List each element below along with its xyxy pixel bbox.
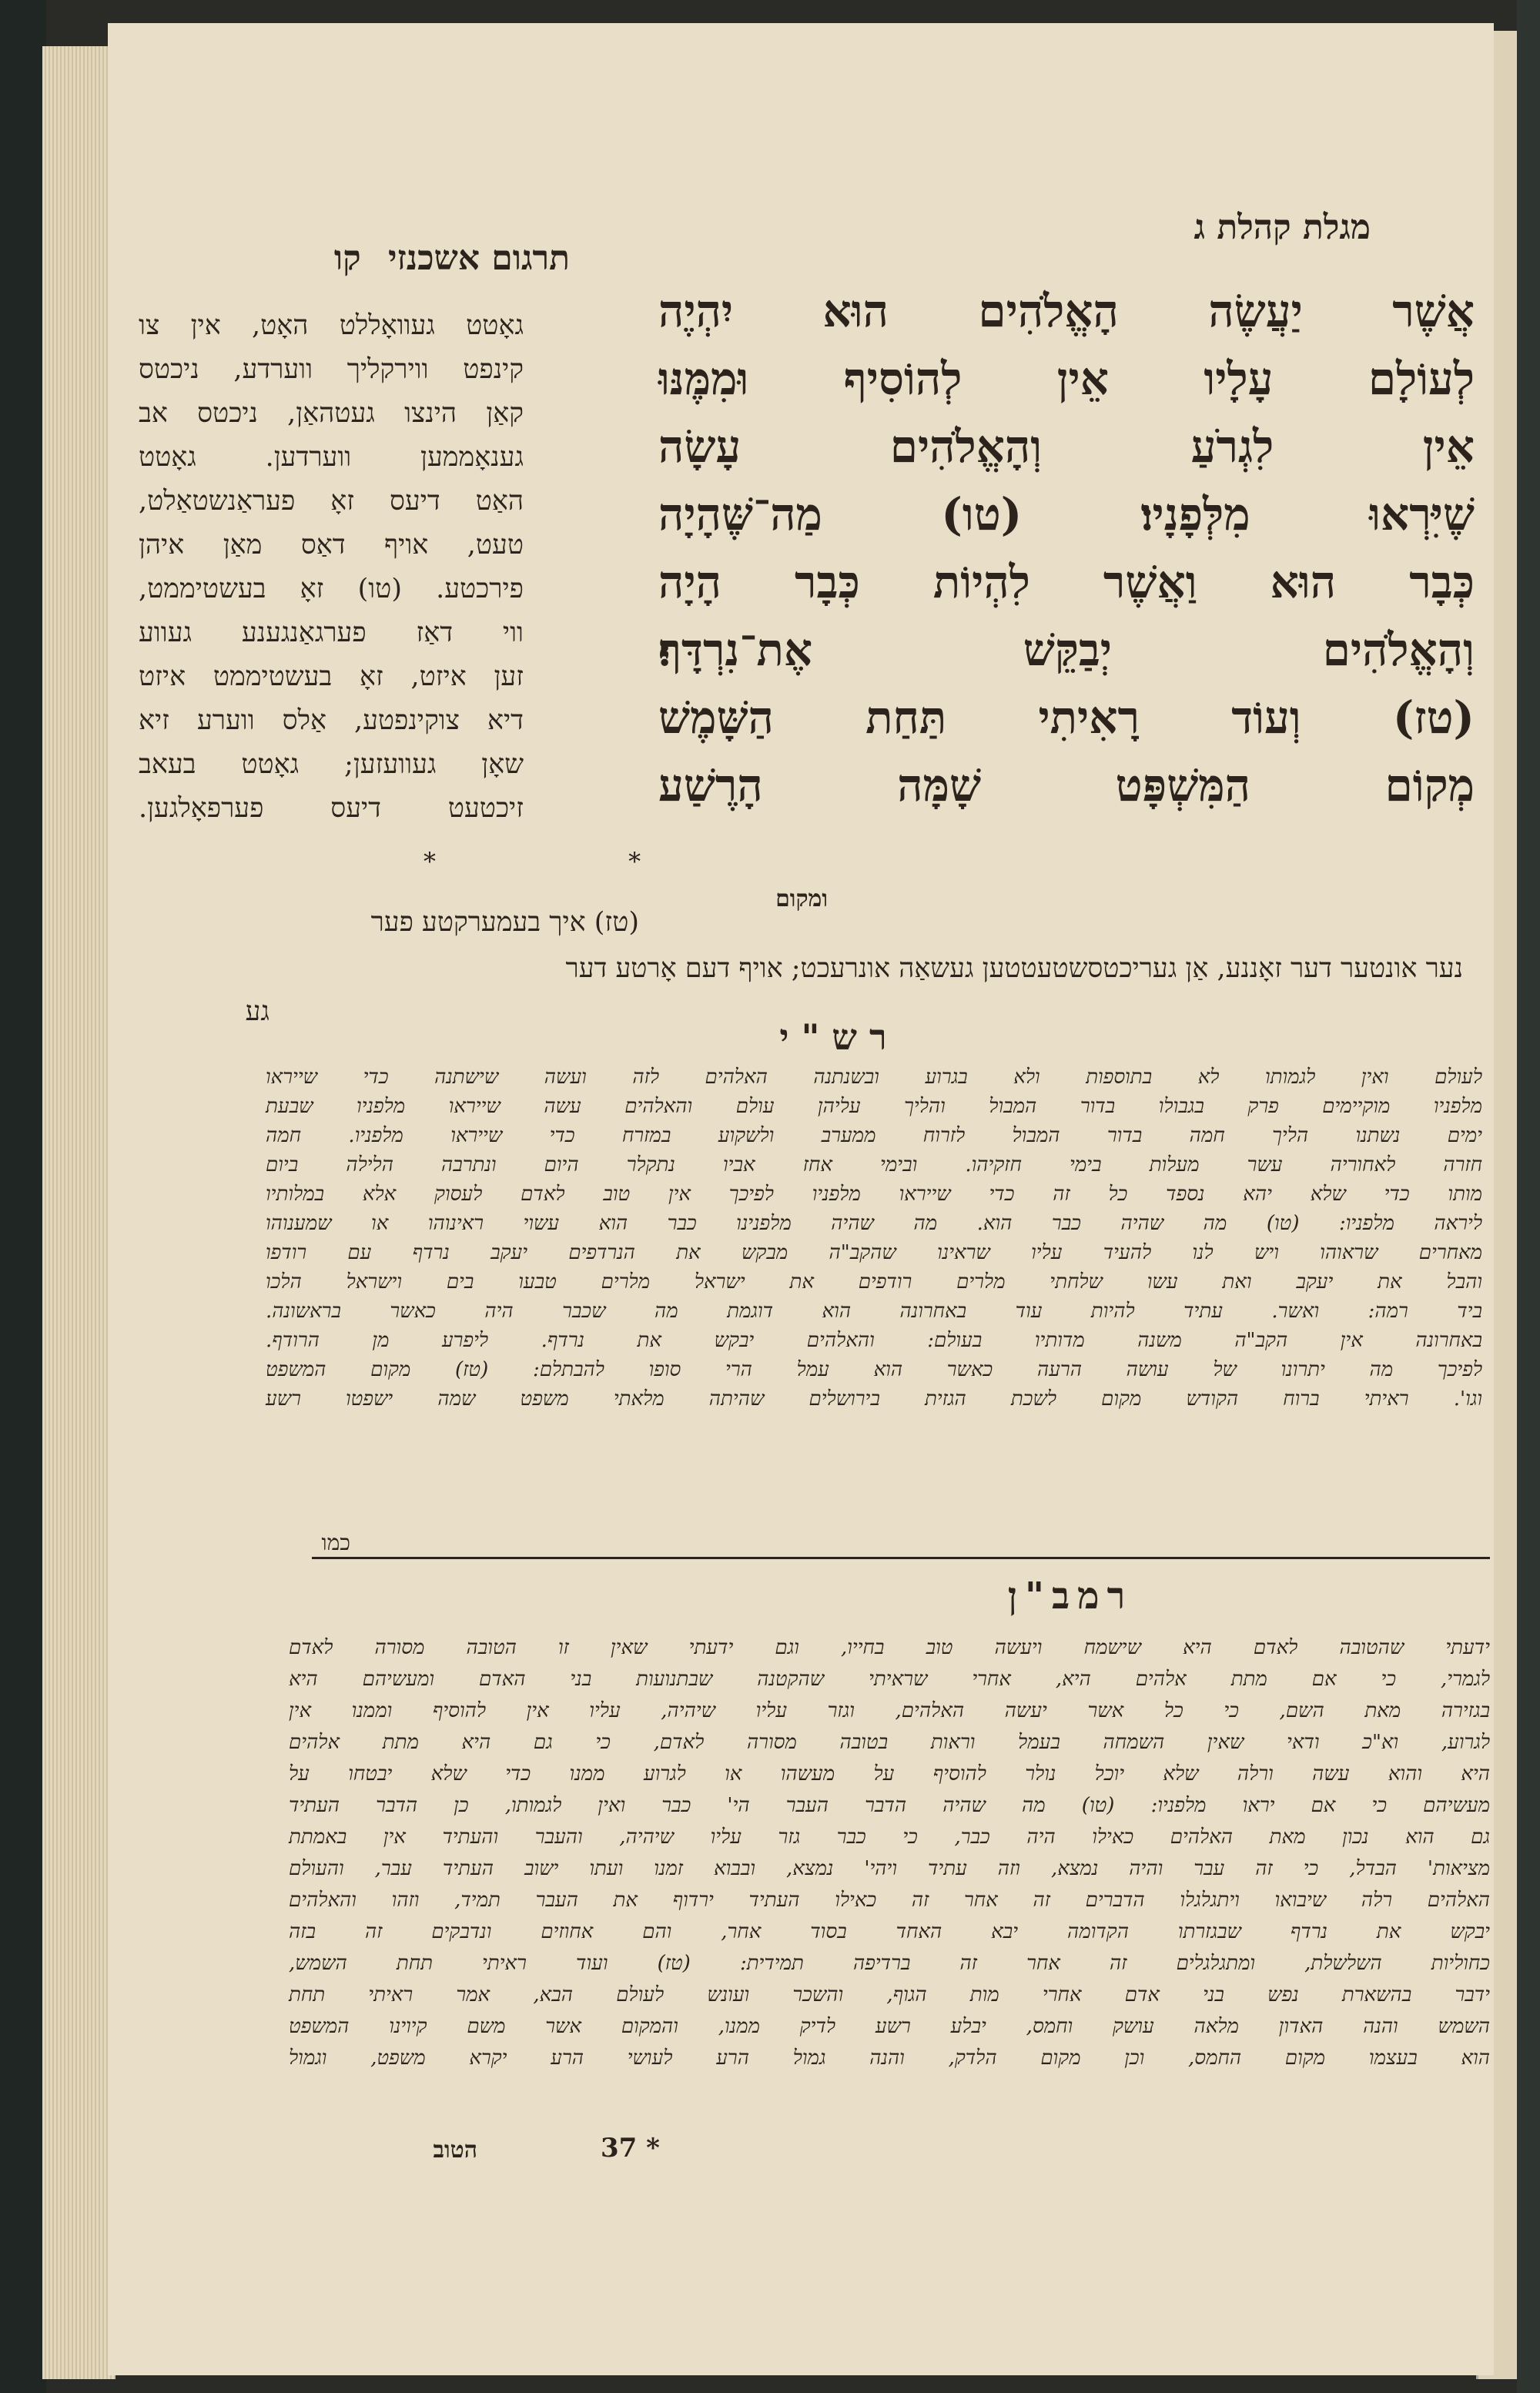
rashi-line: ביד רמה: ואשר. עתיד להיות עוד באחרונה הוא דוגמת מה שכבר היה כאשר בראשונה. (266, 1300, 1482, 1323)
translation-line: טעט, אויף דאַס מאַן איהן (139, 530, 524, 561)
rashi-line: וגו'. ראיתי ברוח הקודש מקום לשכת הגזית בירושלים שהיתה מלאתי משפט שמה ישפטו רשע (266, 1387, 1482, 1411)
verse-line: (טז) וְעוֹד רָאִיתִי תַּחַת הַשָּׁמֶשׁ (658, 691, 1475, 744)
rashi-line: חזרה לאחוריה עשר מעלות בימי חזקיהו. ובימי אחז אביו נתקלר היום ונתרבה הלילה ביום (266, 1153, 1482, 1176)
rashi-line: ליראה מלפניו: (טו) מה שהיה כבר הוא. מה שהיה מלפנינו כבר הוא עשוי ראינוהו או שמענוהו (266, 1212, 1482, 1235)
verse-catchword: ומקום (775, 885, 828, 912)
translation-title: תרגום אשכנזי (387, 239, 570, 278)
translation-tail: גע (245, 996, 270, 1027)
ramban-line: גם הוא נכון מאת האלהים כאילו היה כבר, כי כבר גזר עליו שיהיה, והעבר והעתיד אין באמתת (289, 1826, 1490, 1849)
book-page (108, 23, 1494, 2375)
ramban-line: כחוליות השלשלת, ומתגלגלים זה אחר זה ברדיפה תמידית: (טז) ועוד ראיתי תחת השמש, (289, 1952, 1490, 1975)
ramban-catchword: הטוב (433, 2137, 477, 2164)
ramban-line: השמש והנה האדון מלאה עושק וחמס, יבלע רשע לדיק ממנו, והמקום אשר משם קיוינו המשפט (289, 2015, 1490, 2038)
verse-text-block (658, 277, 1475, 819)
ramban-line: הוא בעצמו מקום החמס, וכן מקום הלדק, והנה גמול הרע לעושי הרע יקרא משפט, וגמול (289, 2047, 1490, 2070)
ramban-commentary (289, 1632, 1490, 2074)
rashi-line: ימים נשתנו הליך חמה בדור המבול לזרוח ממערב ולשקוע במזרח כדי שייראו מלפניו. חמה (266, 1124, 1482, 1147)
divider-rule (312, 1557, 1490, 1559)
translation-line: ווי דאַז פערגאַנגענע געווע (139, 617, 524, 648)
leaf-number: קו (333, 239, 361, 278)
verse-line: מְקוֹם הַמִּשְׁפָּט שָׁמָּה הָרֶשַׁע (658, 759, 1475, 812)
verse-line: אֵין לִגְרֹעַ וְהָאֱלֹהִים עָשָׂה (658, 420, 1475, 473)
ramban-line: מעשיהם כי אם יראו מלפניו: (טו) מה שהיה הדבר העבר הי' כבר ואין לגמותו, כן הדבר העתיד (289, 1794, 1490, 1817)
verse-line: שֶׁיִּרְאוּ מִלְּפָנָיו׃ (טו) מַה־שֶּׁהָיָה (658, 488, 1475, 541)
translation-line: זיכטעט דיעס פערפאָלגען. (139, 793, 524, 824)
verse-line: לְעוֹלָם עָלָיו אֵין לְהוֹסִיף וּמִמֶּנּוּ (658, 353, 1475, 405)
ramban-line: לגמרי, כי אם מתת אלהים היא, אחרי שראיתי שהקטנה שבתנועות בני האדם ומעשיהם היא (289, 1668, 1490, 1691)
translation-line: פירכטע. (טו) זאָ בעשטיממט, (139, 574, 524, 604)
rashi-line: מאחרים שראוהו ויש לנו להעיד עליו שראינו שהקב"ה מבקש את הנרדפים יעקב נרדף עם רודפו (266, 1241, 1482, 1264)
verse-line: וְהָאֱלֹהִים יְבַקֵּשׁ אֶת־נִרְדָּף׃ (658, 624, 1475, 676)
translation-line: שאָן געוועזען; גאָטט בעאב (139, 749, 524, 780)
verse-line: אֲשֶׁר יַעֲשֶׂה הָאֱלֹהִים הוּא יִהְיֶה (658, 285, 1475, 337)
ramban-line: היא והוא עשה ורלה שלא יוכל נולר להוסיף על מעשהו או לגרוע ממנו כדי שלא יבטחו על (289, 1762, 1490, 1786)
translation-title-header (139, 239, 570, 278)
translation-line: דיא צוקינפטע, אַלס ווערע זיא (139, 705, 524, 736)
ramban-line: בגזירה מאת השם, כי כל אשר יעשה האלהים, וגזר עליו שיהיה, עליו אין להוסיף וממנו אין (289, 1699, 1490, 1722)
verse-line: כְּבָר הוּא וַאֲשֶׁר לִהְיוֹת כְּבָר הָיָה (658, 556, 1475, 608)
book-cover-right (1517, 0, 1540, 2393)
section-stars: * * (424, 847, 734, 876)
rashi-commentary (266, 1063, 1482, 1414)
ramban-line: האלהים רלה שיבואו ויתגלגלו הדברים זה אחר זה כאילו העתיד ירדוף את העבר תמיד, וזהו והאלהים (289, 1889, 1490, 1912)
ramban-line: ידעתי שהטובה לאדם היא שישמח ויעשה טוב בחייו, וגם ידעתי שאין זו הטובה מסורה לאדם (289, 1636, 1490, 1659)
ramban-heading: רמב"ן (1007, 1575, 1133, 1618)
rashi-line: מותו כדי שלא יהא נספד כל זה כדי שייראו מלפניו לפיכך אין טוב לאדם לעסוק אלא במלותיו (266, 1183, 1482, 1206)
ramban-line: מציאות' הבדל, כי זה עבר והיה נמצא, וזה עתיד ויהי' נמצא, ובבוא זמנו ועתו ישוב העתיד עבר, והעולם (289, 1857, 1490, 1880)
rashi-line: מלפניו מוקיימים פרק בגבולו בדור המבול והליך עליהן עולם והאלהים עשה שייראו מלפניו שבעת (266, 1095, 1482, 1118)
rashi-line: באחרונה אין הקב"ה משנה מדותיו בעולם: והאלהים יבקש את נרדף. ליפרע מן הרודף. (266, 1329, 1482, 1352)
rashi-line: לפיכך מה יתרונו של עושה הרעה כאשר הוא עמל הרי סופו להבתלם: (טז) מקום המשפט (266, 1358, 1482, 1381)
translation-column (139, 304, 524, 831)
translation-line: גענאָממען ווערדען. גאָטט (139, 442, 524, 473)
translation-verse-16-start: (טז) איך בעמערקטע פער (370, 907, 639, 938)
page-stack-edge (42, 46, 116, 2379)
translation-line: האַט דיעס זאָ פעראַנשטאַלט, (139, 486, 524, 517)
translation-line: קאַן הינצו געטהאַן, ניכטס אב (139, 398, 524, 429)
ramban-line: לגרוע, וא"כ ודאי שאין השמחה בעמל וראות בטובה מסורה לאדם, כי גם היא מתת אלהים (289, 1731, 1490, 1754)
rashi-line: והבל את יעקב ואת עשו שלחתי מלרים רודפים את ישראל מלרים טבעו בים וישראל הלכו (266, 1270, 1482, 1294)
book-title-header: מגלת קהלת ג (1194, 208, 1371, 247)
rashi-line: לעולם ואין לגמותו לא בתוספות ולא בגרוע ובשנתנה האלהים לזה ועשה שישתנה כדי שייראו (266, 1066, 1482, 1089)
ramban-line: ידבר בהשארת נפש בני אדם אחרי מות הגוף, והשכר ועונש לעולם הבא, אמר ראיתי תחת (289, 1983, 1490, 2006)
book-cover-left (0, 0, 46, 2393)
ramban-line: יבקש את נרדף שבגזרתו הקדומה יבא האחד בסוד אחר, והם אחוזים ונדבקים זה בזה (289, 1920, 1490, 1943)
translation-line: קינפט ווירקליך ווערדע, ניכטס (139, 354, 524, 385)
signature-mark: 37 * (601, 2133, 660, 2164)
translation-line: גאָטט געוואָללט האָט, אין צו (139, 310, 524, 341)
translation-full-line: נער אונטער דער זאָננע, אַן געריכטסשטעטטען געשאַה אונרעכט; אויף דעם אָרטע דער (565, 953, 1463, 984)
translation-line: זען איזט, זאָ בעשטיממט איזט (139, 661, 524, 692)
rashi-catchword: כמו (321, 1530, 350, 1555)
rashi-heading: רש"י (779, 1016, 899, 1058)
